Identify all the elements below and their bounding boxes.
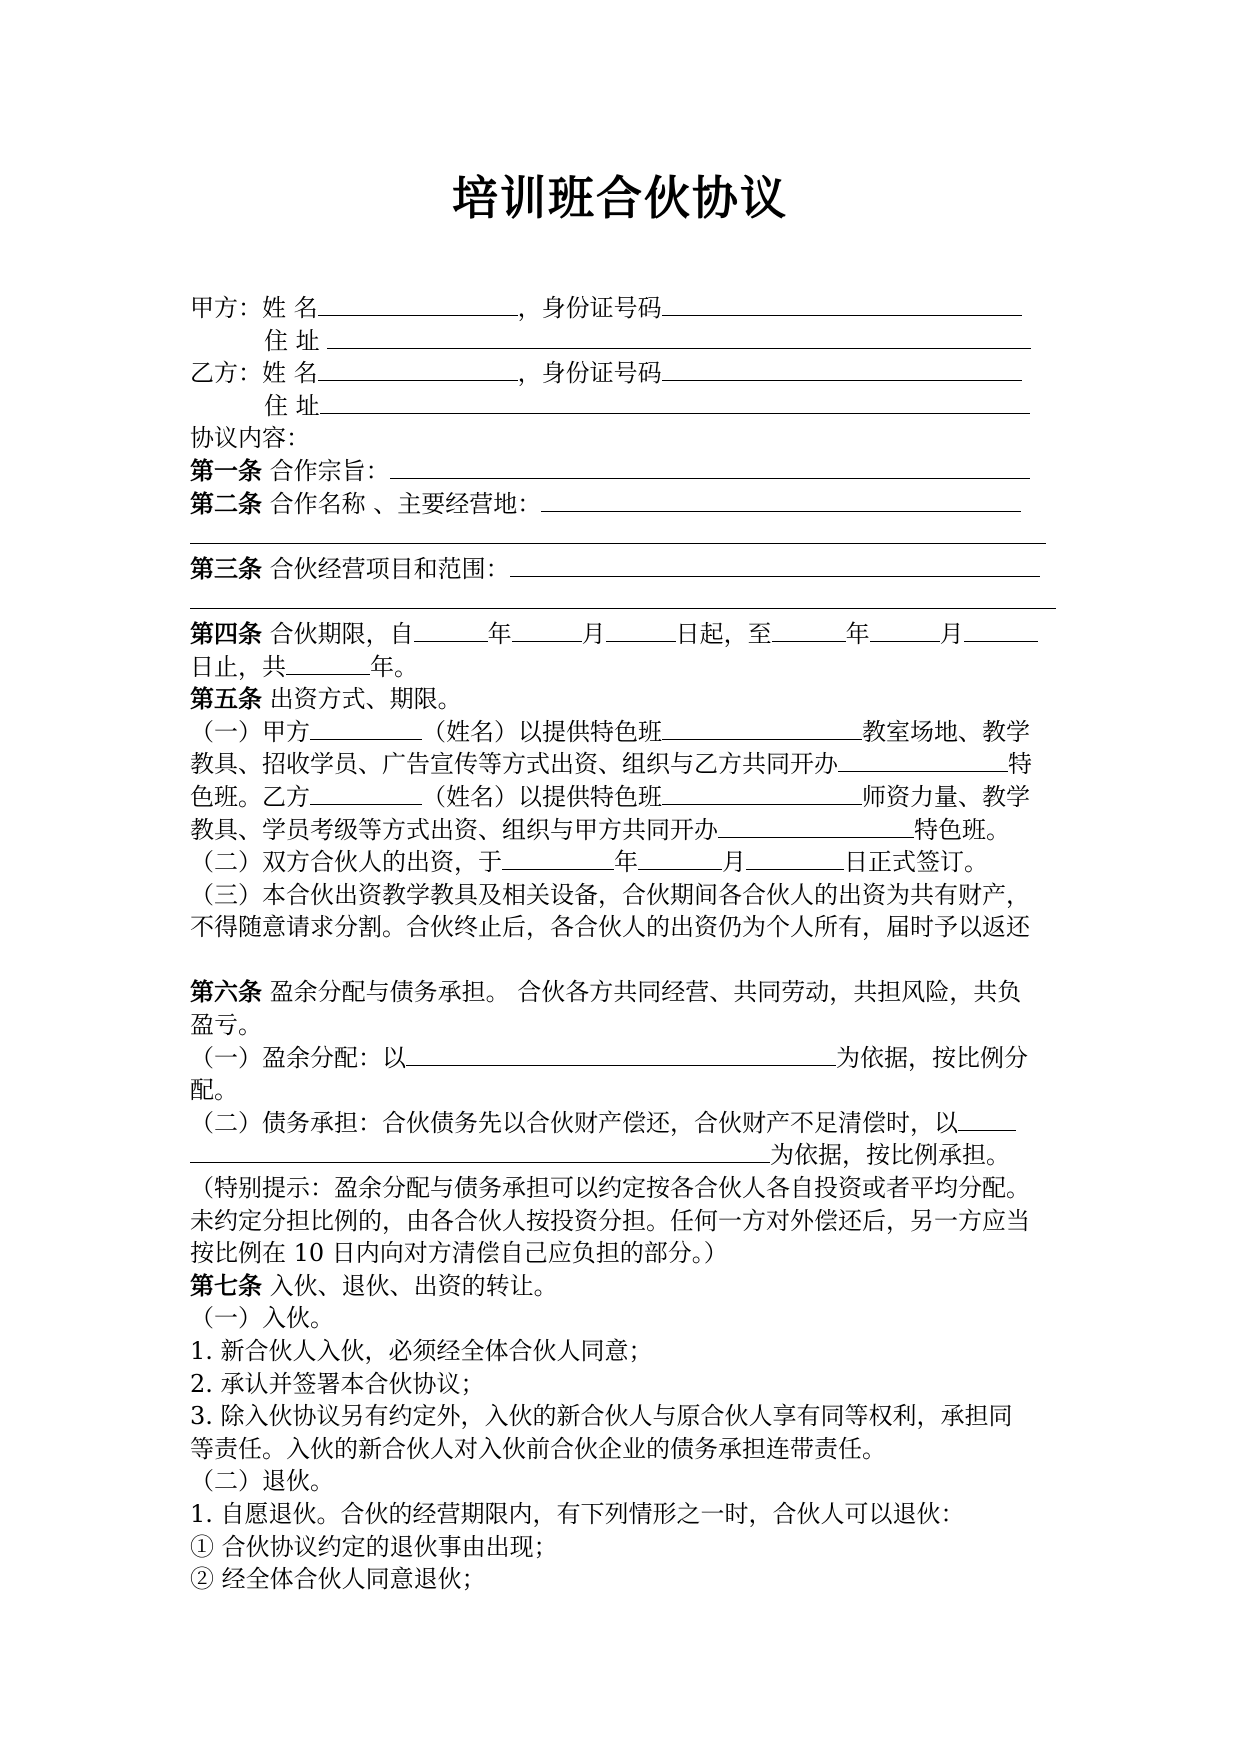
article-1 [190, 455, 1060, 488]
sign-year-field[interactable] [502, 847, 614, 870]
article-7-item-1: 1. 新合伙人入伙，必须经全体合伙人同意； [190, 1337, 653, 1365]
article-5-line-4 [190, 814, 1060, 847]
content-label: 协议内容： [190, 424, 310, 453]
name-location-field-cont[interactable] [190, 521, 1046, 544]
party-a-address-field[interactable] [327, 326, 1031, 349]
blank-line [190, 944, 1060, 977]
month-label: 月 [939, 619, 964, 648]
profit-basis-field[interactable] [406, 1043, 836, 1066]
article-heading: 第六条 [190, 977, 262, 1007]
start-year-field[interactable] [414, 619, 488, 642]
sign-day-field[interactable] [746, 847, 844, 870]
article-2 [190, 488, 1060, 521]
article-3-cont [190, 585, 1060, 618]
article-text: 师资力量、教学 [862, 782, 1030, 811]
article-heading: 第四条 [190, 618, 262, 648]
purpose-field[interactable] [390, 456, 1030, 479]
party-b-class-field[interactable] [662, 782, 862, 805]
article-text: （姓名）以提供特色班 [422, 717, 662, 746]
article-text: 日止，共 [190, 652, 286, 681]
article-5-line-5 [190, 846, 1060, 879]
article-text: （二）债务承担：合伙债务先以合伙财产偿还，合伙财产不足清偿时，以 [190, 1108, 958, 1137]
article-2-cont [190, 520, 1060, 553]
article-6 [190, 976, 1060, 1009]
party-b-address-line [190, 390, 1060, 423]
article-text: 出资方式、期限。 [262, 685, 462, 714]
article-heading: 第一条 [190, 455, 262, 485]
party-b-id-field[interactable] [662, 358, 1022, 381]
month-label: 月 [722, 848, 746, 877]
party-b-label: 乙方： [190, 359, 262, 388]
article-7 [190, 1270, 1060, 1303]
party-a-id-field[interactable] [662, 293, 1022, 316]
article-text: 特 [1008, 750, 1032, 779]
article-5-line-6: （三）本合伙出资教学教具及相关设备，合伙期间各合伙人的出资为共有财产， [190, 880, 1030, 909]
article-4 [190, 618, 1060, 651]
article-text: 合作名称 、主要经营地： [262, 489, 542, 518]
article-text: 入伙、退伙、出资的转让。 [262, 1271, 558, 1300]
party-a-name-line [190, 292, 1060, 325]
article-6-line-4 [190, 1139, 1060, 1172]
year-label: 年 [487, 619, 512, 648]
article-text: 教具、招收学员、广告宣传等方式出资、组织与乙方共同开办 [190, 750, 838, 779]
article-text: （二）双方合伙人的出资，于 [190, 848, 502, 877]
article-6-cont: 盈亏。 [190, 1011, 262, 1040]
article-7-item-3-cont: 等责任。入伙的新合伙人对入伙前合伙企业的债务承担连带责任。 [190, 1434, 886, 1463]
article-text: 年。 [370, 652, 418, 681]
party-b-address-field[interactable] [320, 391, 1030, 414]
article-6-line-2: 配。 [190, 1076, 238, 1105]
end-year-field[interactable] [772, 619, 846, 642]
article-5-line-1 [190, 716, 1060, 749]
party-b-contrib-name-field[interactable] [310, 782, 422, 805]
article-6-line-1 [190, 1042, 1060, 1075]
party-a-contrib-name-field[interactable] [310, 717, 422, 740]
party-a-name-field[interactable] [318, 293, 518, 316]
article-6-note-2: 未约定分担比例的，由各合伙人按投资分担。任何一方对外偿还后，另一方应当 [190, 1206, 1030, 1235]
article-3 [190, 553, 1060, 586]
article-text: 日起，至 [675, 619, 772, 648]
address-label: 住 址 [264, 391, 320, 420]
article-5-line-2 [190, 748, 1060, 781]
page-title: 培训班合伙协议 [452, 171, 788, 225]
article-text: 合伙期限，自 [262, 619, 414, 648]
article-text: 合作宗旨： [262, 456, 390, 485]
end-month-field[interactable] [870, 619, 940, 642]
scope-field-cont[interactable] [190, 586, 1056, 609]
article-6-note-1: （特别提示：盈余分配与债务承担可以约定按各合伙人各自投资或者平均分配。 [190, 1174, 1030, 1203]
party-a-address-line [190, 325, 1060, 358]
article-5-line-7: 不得随意请求分割。合伙终止后，各合伙人的出资仍为个人所有，届时予以返还 [190, 913, 1030, 942]
id-label: ，身份证号码 [517, 294, 662, 322]
article-7-item-3: 3. 除入伙协议另有约定外，入伙的新合伙人与原合伙人享有同等权利，承担同 [190, 1402, 1013, 1431]
name-label: 姓 名 [262, 294, 318, 322]
article-text: （一）甲方 [190, 717, 310, 746]
article-7-sub-2: （二）退伙。 [190, 1467, 334, 1496]
party-a-label: 甲方： [190, 294, 262, 322]
article-heading: 第三条 [190, 553, 262, 583]
agreement-body [190, 292, 1060, 1596]
article-7-item-4a: ① 合伙协议约定的退伙事由出现； [190, 1532, 558, 1561]
article-4-cont [190, 651, 1060, 684]
debt-basis-field-cont[interactable] [190, 1140, 770, 1163]
article-6-note-3: 按比例在 10 日内向对方清偿自己应负担的部分。） [190, 1239, 728, 1268]
year-label: 年 [614, 848, 638, 877]
article-text: 合伙经营项目和范围： [262, 554, 510, 583]
article-heading: 第二条 [190, 488, 262, 518]
party-b-name-line [190, 357, 1060, 390]
total-years-field[interactable] [286, 652, 370, 675]
article-text: 盈余分配与债务承担。 合伙各方共同经营、共同劳动，共担风险，共负 [262, 978, 1022, 1007]
article-7-item-4: 1. 自愿退伙。合伙的经营期限内，有下列情形之一时，合伙人可以退伙： [190, 1499, 965, 1528]
article-7-item-2: 2. 承认并签署本合伙协议； [190, 1369, 485, 1398]
article-text: 日正式签订。 [844, 848, 988, 877]
article-text: 为依据，按比例承担。 [770, 1141, 1010, 1170]
year-label: 年 [845, 619, 870, 648]
article-text: （姓名）以提供特色班 [422, 782, 662, 811]
name-location-field[interactable] [541, 489, 1021, 512]
article-5-line-3 [190, 781, 1060, 814]
article-heading: 第七条 [190, 1270, 262, 1300]
end-day-field[interactable] [964, 619, 1038, 642]
party-b-name-field[interactable] [318, 358, 518, 381]
article-6-line-3 [190, 1107, 1060, 1140]
article-text: （一）盈余分配：以 [190, 1043, 406, 1072]
article-heading: 第五条 [190, 684, 262, 714]
party-a-class-field[interactable] [662, 717, 862, 740]
address-label: 住 址 [264, 326, 320, 355]
debt-basis-field[interactable] [958, 1108, 1016, 1131]
article-5 [190, 683, 1060, 716]
start-month-field[interactable] [512, 619, 582, 642]
name-label: 姓 名 [262, 359, 318, 388]
joint-class-field-b[interactable] [718, 815, 914, 838]
article-text: 教具、学员考级等方式出资、组织与甲方共同开办 [190, 815, 718, 844]
article-text: 为依据，按比例分 [836, 1043, 1028, 1072]
article-7-sub-1: （一）入伙。 [190, 1304, 334, 1333]
article-7-item-4b: ② 经全体合伙人同意退伙； [190, 1565, 486, 1594]
article-text: 色班。乙方 [190, 782, 310, 811]
article-text: 教室场地、教学 [862, 717, 1030, 746]
id-label: ，身份证号码 [517, 359, 662, 388]
month-label: 月 [581, 619, 606, 648]
start-day-field[interactable] [606, 619, 676, 642]
article-text: 特色班。 [914, 815, 1010, 844]
joint-class-field-a[interactable] [838, 749, 1008, 772]
scope-field[interactable] [510, 554, 1040, 577]
sign-month-field[interactable] [638, 847, 722, 870]
